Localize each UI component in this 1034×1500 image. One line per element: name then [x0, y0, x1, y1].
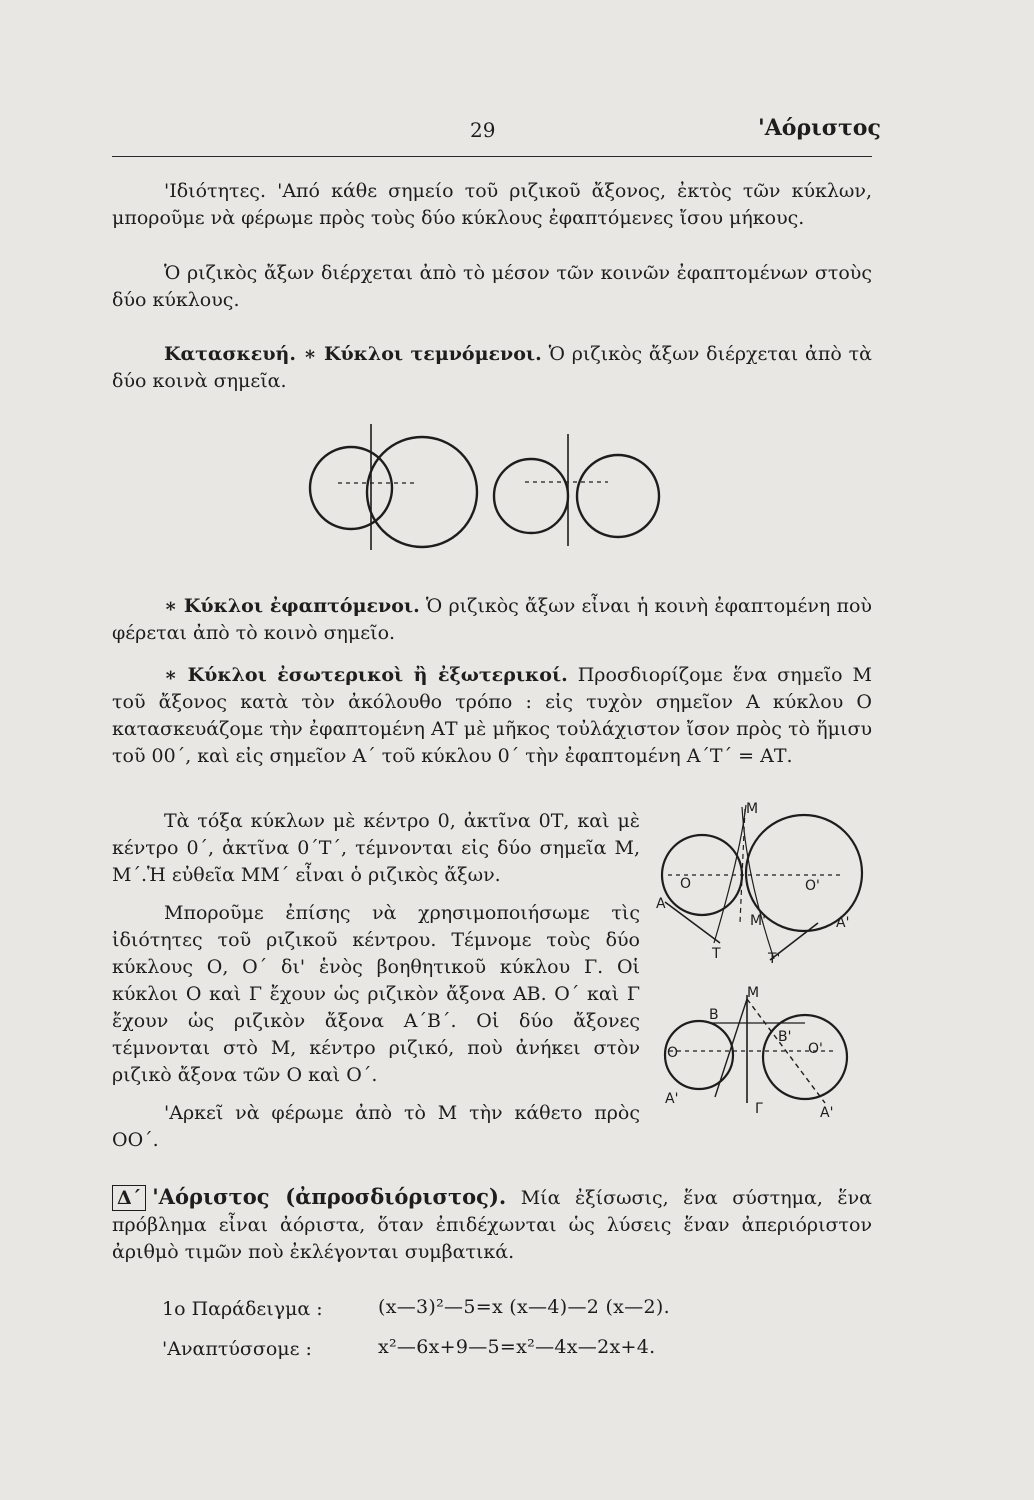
- internal-external-heading: ∗ Κύκλοι ἐσωτερικοὶ ἢ ἐξωτερικοί.: [164, 664, 568, 686]
- circle-o-prime-large: [763, 1015, 847, 1099]
- tangent-text: Ὁ ριζικὸς ἄξων εἶναι ἡ κοινὴ ἐφαπτομένη ποὺ φέρεται ἀπὸ τὸ κοινὸ σημεῖο.: [112, 595, 872, 644]
- paragraph-radical-center: Μποροῦμε ἐπίσης νὰ χρησιμοποιήσωμε τὶς ἰδιότητες τοῦ ριζικοῦ κέντρου. Τέμνομε τοὺς δύο κύκλους Ο, Ο΄ δι' ἑνὸς βοηθητικοῦ κύκλου Γ. Οἱ κύκλοι Ο καὶ Γ ἔχουν ὡς ριζικὸν ἄξονα ΑΒ. Ο΄ καὶ Γ ἔχουν ὡς ριζικὸν ἄξονα Α΄Β΄. Οἱ δύο ἄξονες τέμνονται στὸ Μ, κέντρο ριζικό, ποὺ ἀνήκει στὸν ριζικὸ ἄξονα τῶν Ο καὶ Ο΄.: [112, 902, 640, 1086]
- label-gamma: Γ: [755, 1101, 763, 1117]
- label-m-2: M: [747, 985, 760, 1001]
- paragraph-common-tangents: Ὁ ριζικὸς ἄξων διέρχεται ἀπὸ τὸ μέσον τῶν κοινῶν ἐφαπτομένων στοὺς δύο κύκλους.: [112, 262, 872, 311]
- label-a: A: [656, 896, 666, 912]
- example-1-label: 1ο Παράδειγμα :: [162, 1298, 323, 1320]
- paragraph-internal-external: [112, 662, 872, 770]
- label-o: O: [680, 876, 692, 892]
- label-a-prime-2: A': [665, 1091, 679, 1107]
- tangent-heading: ∗ Κύκλοι ἐφαπτόμενοι.: [164, 595, 420, 617]
- tangent-at: [665, 902, 720, 943]
- paragraph-indeterminate: [112, 1183, 872, 1266]
- axis-ab: [715, 999, 747, 1097]
- circle-right-1: [494, 459, 568, 533]
- indeterminate-text: Μία ἐξίσωσις, ἕνα σύστημα, ἕνα πρόβλημα εἶναι ἀόριστα, ὅταν ἐπιδέχωνται ὡς λύσεις ἕναν ἀπεριόριστον ἀριθμὸ τιμῶν ποὺ ἐκλέγονται συμβατικά.: [112, 1187, 872, 1263]
- section-box: Δ΄: [112, 1185, 146, 1211]
- circle-right-2: [577, 455, 659, 537]
- example-1-equation: (x—3)²—5=x (x—4)—2 (x—2).: [378, 1296, 670, 1318]
- page-number: 29: [470, 118, 496, 142]
- paragraph-properties: 'Ιδιότητες. 'Από κάθε σημείο τοῦ ριζικοῦ ἄξονος, ἐκτὸς τῶν κύκλων, μποροῦμε νὰ φέρωμε πρὸς τοὺς δύο κύκλους ἐφαπτόμενες ἴσου μήκους.: [112, 180, 872, 229]
- paragraph-arcs: Τὰ τόξα κύκλων μὲ κέντρο 0, ἀκτῖνα 0Τ, καὶ μὲ κέντρο 0΄, ἀκτῖνα 0΄Τ΄, τέμνονται εἰς δύο σημεῖα Μ, Μ΄.Ἡ εὐθεῖα ΜΜ΄ εἶναι ὁ ριζικὸς ἄξων.: [112, 810, 640, 886]
- paragraph-tangent-circles: [112, 593, 872, 647]
- figure-tangent-construction: [650, 795, 890, 975]
- label-b: B: [709, 1007, 719, 1023]
- label-t-prime: T': [768, 951, 781, 967]
- circle-left-1: [310, 447, 392, 529]
- label-b-prime: B': [778, 1029, 792, 1045]
- label-a-prime: A': [836, 915, 850, 931]
- figure-circles-intersecting-tangent: [300, 420, 680, 570]
- label-t: T: [712, 946, 721, 962]
- label-m: M: [746, 801, 759, 817]
- example-2-equation: x²—6x+9—5=x²—4x—2x+4.: [378, 1336, 656, 1358]
- internal-external-text: Προσδιορίζομε ἕνα σημεῖο Μ τοῦ ἄξονος κατὰ τὸν ἀκόλουθο τρόπο : εἰς τυχὸν σημεῖον Α κύκλου Ο κατασκευάζομε τὴν ἐφαπτομένη ΑΤ μὲ μῆκος τοὐλάχιστον ἴσον πρὸς τὸ ἥμισυ τοῦ 00΄, καὶ εἰς σημεῖον Α΄ τοῦ κύκλου 0΄ τὴν ἐφαπτομένη Α΄Τ΄ = ΑΤ.: [112, 664, 872, 767]
- circle-left-2: [367, 437, 477, 547]
- label-a-prime-3: A': [820, 1105, 834, 1121]
- figure-radical-center: [655, 985, 885, 1125]
- label-m-prime: M': [750, 913, 766, 929]
- label-o-2: O: [667, 1045, 679, 1061]
- label-o-prime: O': [805, 878, 820, 894]
- paragraph-construction-intersecting: [112, 341, 872, 395]
- example-2-label: 'Αναπτύσσομε :: [162, 1338, 312, 1360]
- header-rule: [112, 156, 872, 157]
- construction-text: Ὁ ριζικὸς ἄξων διέρχεται ἀπὸ τὰ δύο κοινὰ σημεῖα.: [112, 343, 872, 392]
- running-title: 'Αόριστος: [758, 115, 881, 141]
- indeterminate-heading: 'Αόριστος (ἀπροσδιόριστος).: [152, 1184, 507, 1209]
- paragraph-perpendicular: 'Αρκεῖ νὰ φέρωμε ἀπὸ τὸ Μ τὴν κάθετο πρὸς ΟΟ΄.: [112, 1102, 640, 1151]
- label-o-prime-2: O': [808, 1041, 823, 1057]
- construction-heading: Κατασκευή. ∗ Κύκλοι τεμνόμενοι.: [164, 343, 542, 365]
